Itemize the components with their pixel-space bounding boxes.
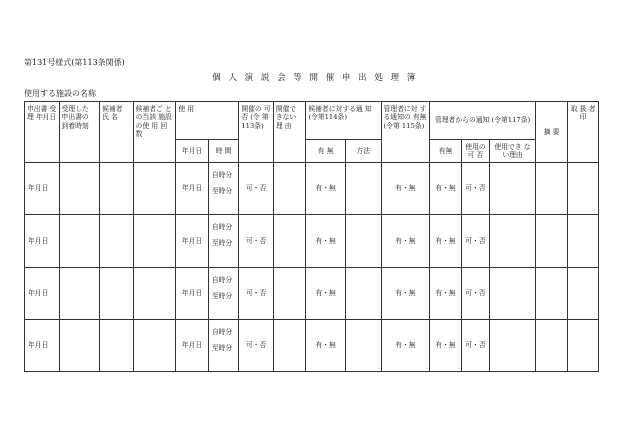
- table-row: [25, 162, 599, 215]
- notice-yesno-cell: 有・無: [306, 215, 346, 268]
- form-number-label: 第131号様式(第113条関係): [24, 58, 125, 67]
- handler-seal-cell: [568, 162, 599, 215]
- notice-yesno-cell: 有・無: [306, 320, 346, 372]
- arrival-time-cell: [59, 215, 100, 268]
- notice-method-cell: [345, 320, 381, 372]
- from-admin-yesno-cell: 有・無: [430, 215, 461, 268]
- impossible-reason-cell: [273, 215, 306, 268]
- usage-count-cell: [133, 162, 176, 215]
- header-use-possible: 使用の 可 否: [461, 140, 489, 162]
- time-from: 自時分: [211, 223, 233, 232]
- apply-date-cell: 年月日: [25, 162, 60, 215]
- candidate-name-cell: [100, 215, 134, 268]
- header-notice-yesno: 有 無: [306, 140, 346, 162]
- apply-date-cell: 年月日: [25, 267, 60, 320]
- use-time-cell: [208, 162, 238, 215]
- impossible-reason-cell: [273, 267, 306, 320]
- use-date-cell: 年月日: [176, 267, 209, 320]
- use-impossible-reason-cell: [490, 320, 536, 372]
- use-possible-cell: 可・否: [461, 162, 489, 215]
- summary-cell: [535, 215, 568, 268]
- header-use-impossible-reason: 使用でき ない理由: [490, 140, 536, 162]
- header-handler-seal: 取 扱 者 印: [568, 102, 599, 163]
- summary-cell: [535, 162, 568, 215]
- document-title: 個 人 演 説 会 等 開 催 申 出 処 理 簿: [212, 73, 418, 83]
- summary-cell: [535, 320, 568, 372]
- handler-seal-cell: [568, 320, 599, 372]
- use-date-cell: 年月日: [176, 215, 209, 268]
- time-to: 至時分: [211, 239, 233, 248]
- use-date-cell: 年月日: [176, 162, 209, 215]
- time-to: 至時分: [211, 291, 233, 300]
- use-time-cell: [208, 267, 238, 320]
- open-possible-cell: 可・否: [239, 215, 274, 268]
- register-table: [24, 101, 599, 372]
- arrival-time-cell: [59, 162, 100, 215]
- admin-notice-cell: 有・無: [381, 320, 430, 372]
- header-impossible-reason: 開催で きない 理 由: [273, 102, 306, 163]
- from-admin-yesno-cell: 有・無: [430, 267, 461, 320]
- notice-method-cell: [345, 267, 381, 320]
- header-open-possible: 開催の 可 否 (令 第 113条): [239, 102, 274, 163]
- admin-notice-cell: 有・無: [381, 267, 430, 320]
- candidate-name-cell: [100, 267, 134, 320]
- use-date-cell: 年月日: [176, 320, 209, 372]
- header-admin-notice: 管理者に対 する通知の 有無 (令第 115条): [381, 102, 430, 163]
- impossible-reason-cell: [273, 162, 306, 215]
- impossible-reason-cell: [273, 320, 306, 372]
- notice-method-cell: [345, 162, 381, 215]
- use-time-cell: [208, 320, 238, 372]
- apply-date-cell: 年月日: [25, 320, 60, 372]
- header-candidate-notice: 候補者に対する通 知(令第114条): [306, 102, 381, 140]
- candidate-name-cell: [100, 162, 134, 215]
- open-possible-cell: 可・否: [239, 162, 274, 215]
- usage-count-cell: [133, 215, 176, 268]
- header-from-admin-yesno: 有無: [430, 140, 461, 162]
- usage-count-cell: [133, 267, 176, 320]
- from-admin-yesno-cell: 有・無: [430, 320, 461, 372]
- use-possible-cell: 可・否: [461, 267, 489, 320]
- header-use-date: 年月日: [176, 140, 209, 162]
- header-use: 使 用: [176, 102, 239, 140]
- use-time-cell: [208, 215, 238, 268]
- use-possible-cell: 可・否: [461, 215, 489, 268]
- usage-count-cell: [133, 320, 176, 372]
- handler-seal-cell: [568, 267, 599, 320]
- admin-notice-cell: 有・無: [381, 215, 430, 268]
- use-impossible-reason-cell: [490, 162, 536, 215]
- header-use-time: 時 間: [208, 140, 238, 162]
- table-row: [25, 320, 599, 372]
- summary-cell: [535, 267, 568, 320]
- arrival-time-cell: [59, 267, 100, 320]
- table-row: [25, 215, 599, 268]
- open-possible-cell: 可・否: [239, 267, 274, 320]
- arrival-time-cell: [59, 320, 100, 372]
- admin-notice-cell: 有・無: [381, 162, 430, 215]
- from-admin-yesno-cell: 有・無: [430, 162, 461, 215]
- header-summary: 摘 要: [535, 102, 568, 163]
- time-from: 自時分: [211, 328, 233, 337]
- header-apply-date: 申出書 受 理 年月日: [25, 102, 60, 163]
- use-impossible-reason-cell: [490, 215, 536, 268]
- time-to: 至時分: [211, 186, 233, 195]
- header-candidate-name: 候補者 氏 名: [100, 102, 134, 163]
- time-to: 至時分: [211, 344, 233, 353]
- notice-yesno-cell: 有・無: [306, 162, 346, 215]
- time-from: 自時分: [211, 275, 233, 284]
- header-row-1: [25, 102, 599, 140]
- notice-yesno-cell: 有・無: [306, 267, 346, 320]
- facility-name-label: 使用する施設の名称: [24, 89, 96, 98]
- time-from: 自時分: [211, 170, 233, 179]
- header-usage-count: 候補者ご との当該 施設の使 用 回 数: [133, 102, 176, 163]
- table-row: [25, 267, 599, 320]
- use-impossible-reason-cell: [490, 267, 536, 320]
- open-possible-cell: 可・否: [239, 320, 274, 372]
- header-arrival-time: 受理した 申出書の 到着時刻: [59, 102, 100, 163]
- use-possible-cell: 可・否: [461, 320, 489, 372]
- candidate-name-cell: [100, 320, 134, 372]
- header-from-admin: 管理者からの通知 (令第117条): [430, 102, 536, 140]
- header-notice-method: 方法: [345, 140, 381, 162]
- notice-method-cell: [345, 215, 381, 268]
- handler-seal-cell: [568, 215, 599, 268]
- apply-date-cell: 年月日: [25, 215, 60, 268]
